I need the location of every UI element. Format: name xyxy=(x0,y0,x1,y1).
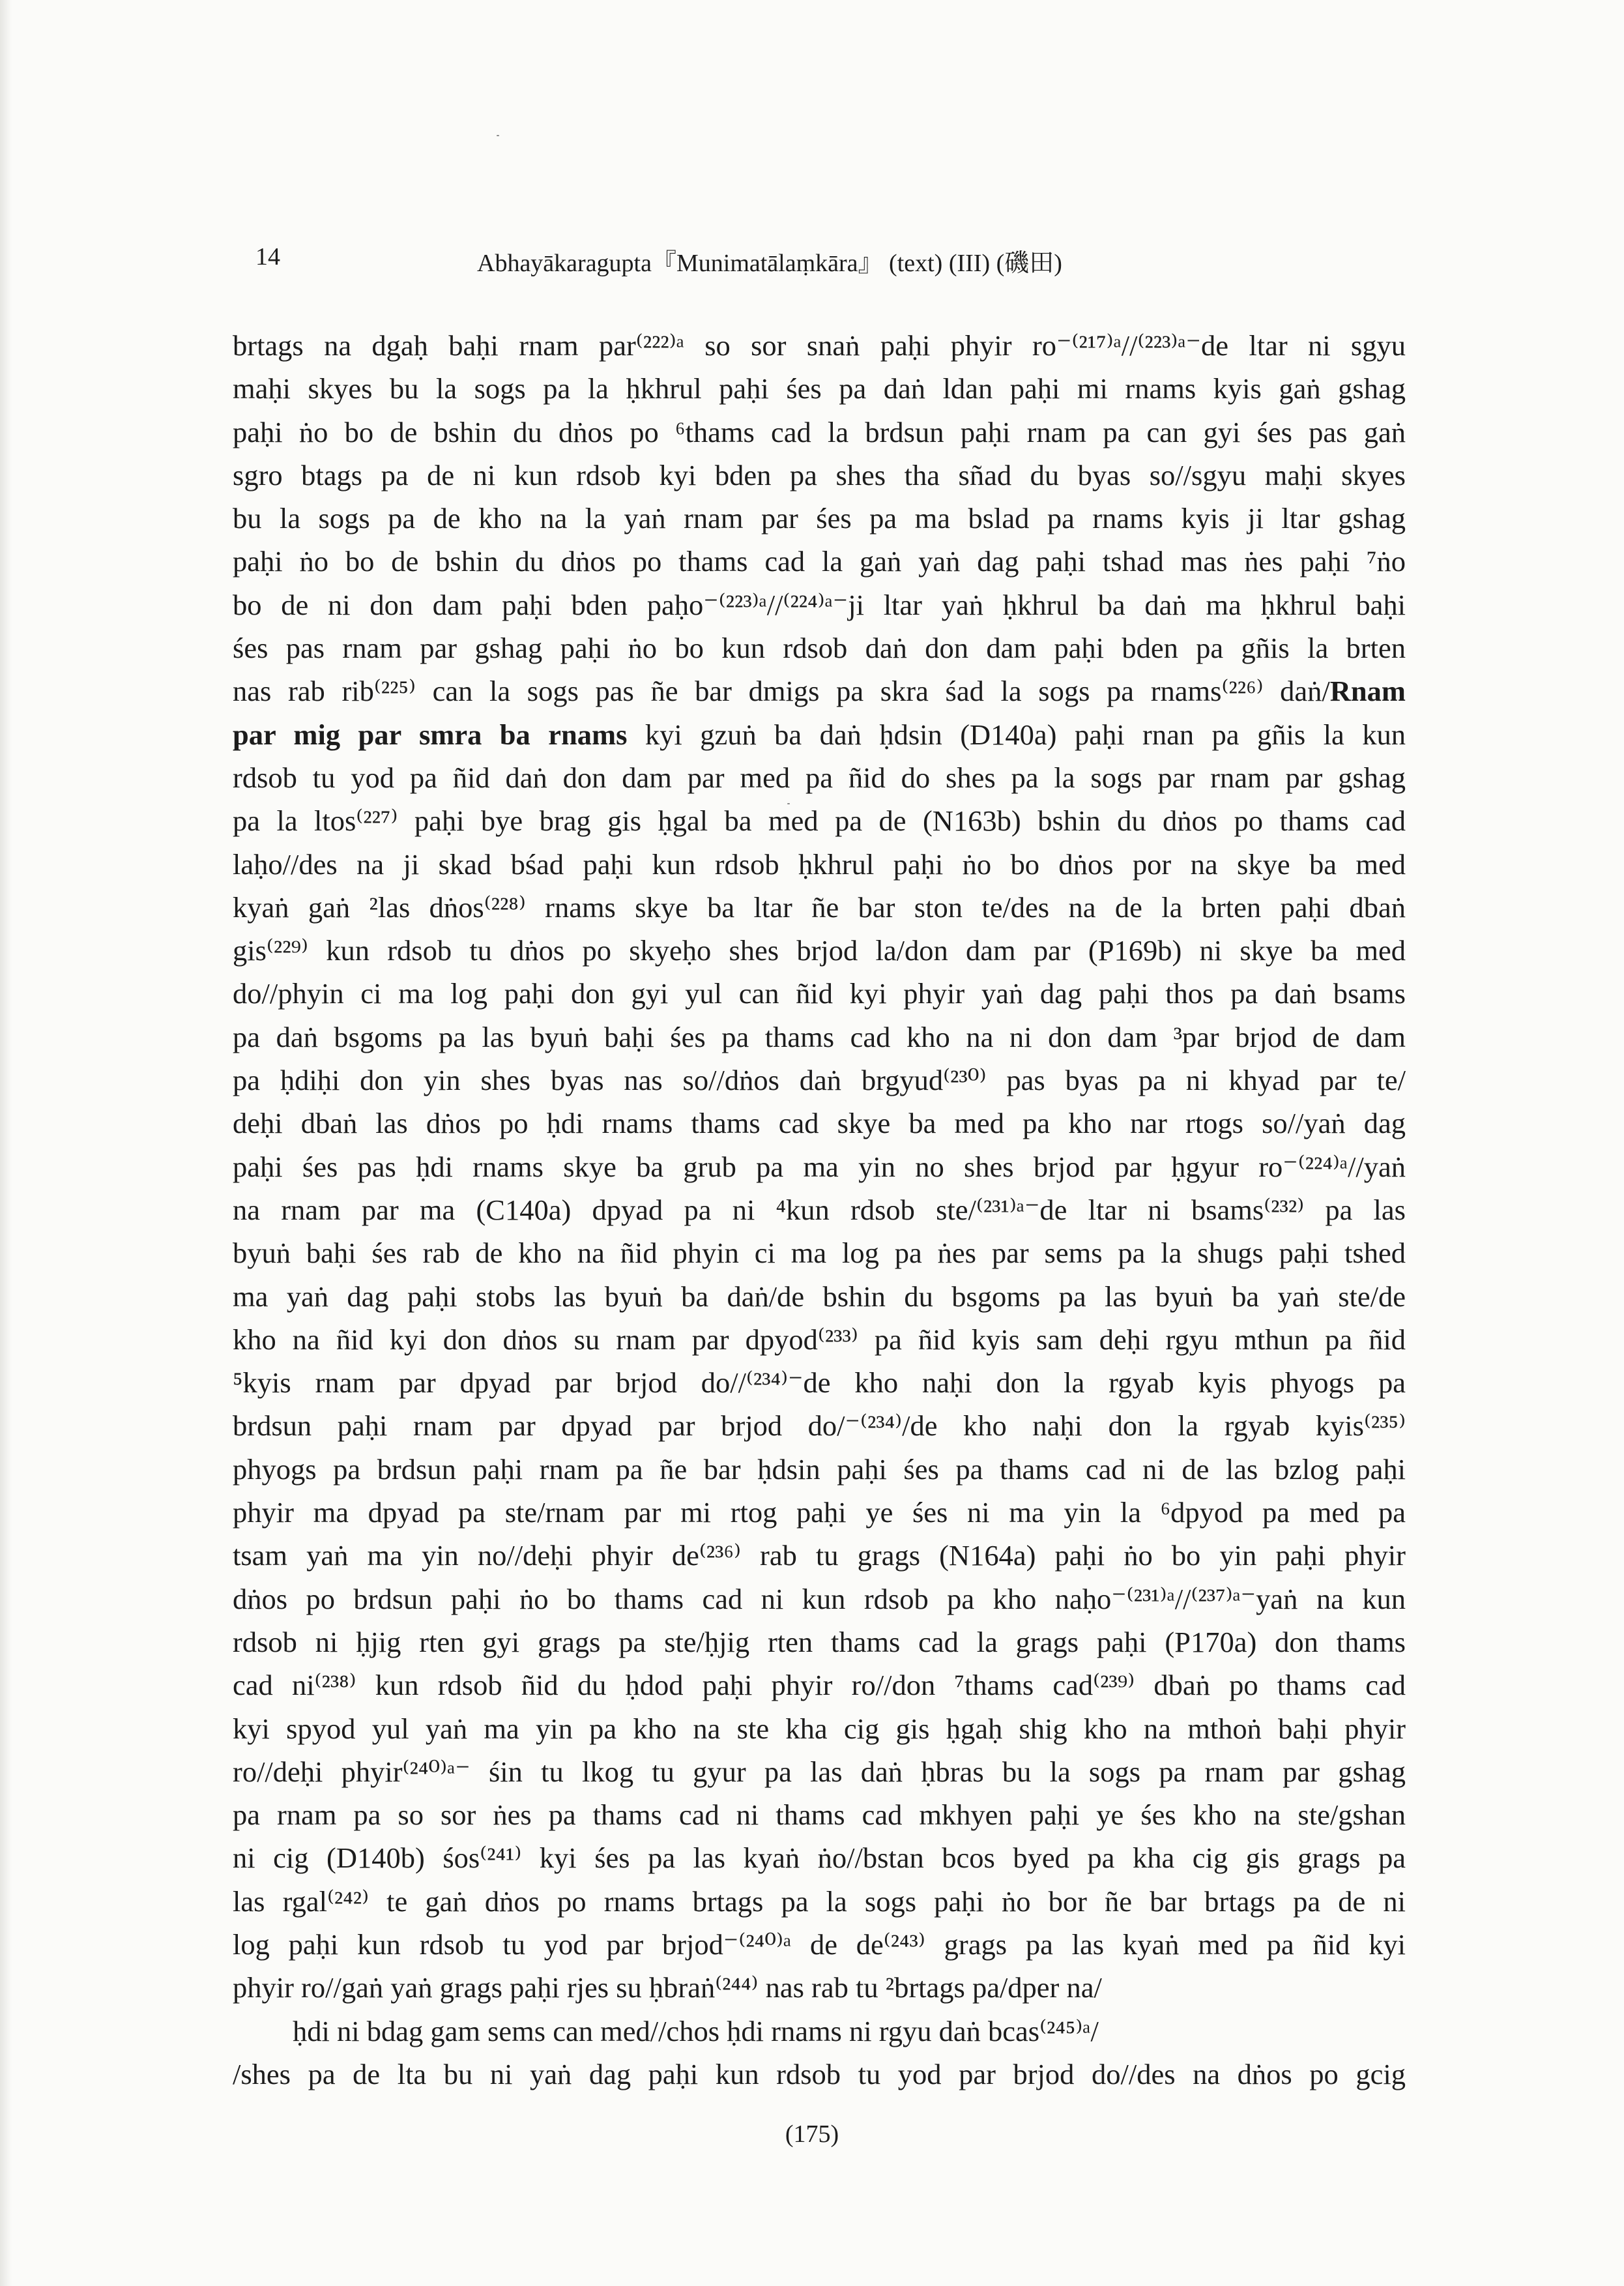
text-line-3: paḥi ṅo bo de bshin du dṅos po ⁶thams cad la brdsun paḥi rnam pa can gyi śes pas gaṅ xyxy=(233,415,1406,448)
text-line-37: las rgal⁽²⁴²⁾ te gaṅ dṅos po rnams brtags pa la sogs paḥi ṅo bor ñe bar brtags pa de ni xyxy=(233,1884,1406,1918)
text-line-20: paḥi śes pas ḥdi rnams skye ba grub pa ma yin no shes brjod par ḥgyur ro⁻⁽²²⁴⁾ᵃ//yaṅ xyxy=(233,1150,1406,1183)
text-line-24: kho na ñid kyi don dṅos su rnam par dpyod⁽²³³⁾ pa ñid kyis sam deḥi rgyu mthun pa ñid xyxy=(233,1323,1406,1356)
text-line-22: byuṅ baḥi śes rab de kho na ñid phyin ci ma log pa ṅes par sems pa la shugs paḥi tshed xyxy=(233,1237,1406,1270)
text-line-14: kyaṅ gaṅ ²las dṅos⁽²²⁸⁾ rnams skye ba ltar ñe bar ston te/des na de la brten paḥi dbaṅ xyxy=(233,890,1406,924)
text-line-13: laḥo//des na ji skad bśad paḥi kun rdsob ḥkhrul paḥi ṅo bo dṅos por na skye ba med xyxy=(233,847,1406,881)
text-line-21: na rnam par ma (C140a) dpyad pa ni ⁴kun rdsob ste/⁽²³¹⁾ᵃ⁻de ltar ni bsams⁽²³²⁾ pa las xyxy=(233,1193,1406,1226)
text-line-11: rdsob tu yod pa ñid daṅ don dam par med pa ñid do shes pa la sogs par rnam par gshag xyxy=(233,761,1406,794)
text-line-8: śes pas rnam par gshag paḥi ṅo bo kun rdsob daṅ don dam paḥi bden pa gñis la brten xyxy=(233,632,1406,665)
bold-term-par-mig-par-smra-ba-rnams: par mig par smra ba rnams xyxy=(233,718,628,751)
text-line-34: ro//deḥi phyir⁽²⁴⁰⁾ᵃ⁻ śin tu lkog tu gyur pa las daṅ ḥbras bu la sogs pa rnam par gshag xyxy=(233,1755,1406,1788)
text-line-35: pa rnam pa so sor ṅes pa thams cad ni thams cad mkhyen paḥi ye śes kho na ste/gshan xyxy=(233,1798,1406,1832)
text-line-9-main: nas rab rib⁽²²⁵⁾ can la sogs pas ñe bar dmigs pa skra śad la sogs pa rnams⁽²²⁶⁾ daṅ/ xyxy=(233,675,1330,708)
text-line-36: ni cig (D140b) śos⁽²⁴¹⁾ kyi śes pa las kyaṅ ṅo//bstan bcos byed pa kha cig gis grags pa xyxy=(233,1841,1406,1875)
text-line-6: paḥi ṅo bo de bshin du dṅos po thams cad la gaṅ yaṅ dag paḥi tshad mas ṅes paḥi ⁷ṅo xyxy=(233,545,1406,578)
text-line-18: pa ḥdiḥi don yin shes byas nas so//dṅos daṅ brgyud⁽²³⁰⁾ pas byas pa ni khyad par te/ xyxy=(233,1064,1406,1097)
text-line-1: brtags na dgaḥ baḥi rnam par⁽²²²⁾ᵃ so sor snaṅ paḥi phyir ro⁻⁽²¹⁷⁾ᵃ//⁽²²³⁾ᵃ⁻de ltar ni sgyu xyxy=(233,329,1406,362)
folio-number: (175) xyxy=(785,2120,839,2148)
text-line-16: do//phyin ci ma log paḥi don gyi yul can ñid kyi phyir yaṅ dag paḥi thos pa daṅ bsams xyxy=(233,977,1406,1010)
verse-line: ḥdi ni bdag gam sems can med//chos ḥdi rnams ni rgyu daṅ bcas⁽²⁴⁵⁾ᵃ/ xyxy=(293,2014,1099,2047)
text-line-17: pa daṅ bsgoms pa las byuṅ baḥi śes pa thams cad kho na ni don dam ³par brjod de dam xyxy=(233,1020,1406,1053)
text-line-9 xyxy=(233,669,1406,712)
text-line-28: phyir ma dpyad pa ste/rnam par mi rtog paḥi ye śes ni ma yin la ⁶dpyod pa med pa xyxy=(233,1496,1406,1529)
text-line-19: deḥi dbaṅ las dṅos po ḥdi rnams thams cad skye ba med pa kho nar rtogs so//yaṅ dag xyxy=(233,1107,1406,1140)
text-line-41: /shes pa de lta bu ni yaṅ dag paḥi kun rdsob tu yod par brjod do//des na dṅos po gcig xyxy=(233,2057,1406,2090)
text-line-29: tsam yaṅ ma yin no//deḥi phyir de⁽²³⁶⁾ rab tu grags (N164a) paḥi ṅo bo yin paḥi phyir xyxy=(233,1539,1406,1572)
text-line-39: phyir ro//gaṅ yaṅ grags paḥi rjes su ḥbraṅ⁽²⁴⁴⁾ nas rab tu ²brtags pa/dper na/ xyxy=(233,1971,1102,2004)
scan-speck xyxy=(497,135,499,136)
text-line-30: dṅos po brdsun paḥi ṅo bo thams cad ni kun rdsob pa kho naḥo⁻⁽²³¹⁾ᵃ//⁽²³⁷⁾ᵃ⁻yaṅ na kun xyxy=(233,1582,1406,1615)
text-line-12: pa la ltos⁽²²⁷⁾ paḥi bye brag gis ḥgal ba med pa de (N163b) bshin du dṅos po thams cad xyxy=(233,804,1406,838)
text-line-26: brdsun paḥi rnam par dpyad par brjod do/⁻⁽²³⁴⁾/de kho naḥi don la rgyab kyis⁽²³⁵⁾ xyxy=(233,1409,1406,1443)
scan-edge-shadow xyxy=(0,0,12,2286)
page-footer xyxy=(0,2120,1624,2148)
text-line-10-main: kyi gzuṅ ba daṅ ḥdsin (D140a) paḥi rnan pa gñis la kun xyxy=(627,718,1406,751)
text-line-33: kyi spyod yul yaṅ ma yin pa kho na ste kha cig gis ḥgaḥ shig kho na mthoṅ baḥi phyir xyxy=(233,1712,1406,1745)
page-number: 14 xyxy=(255,243,280,271)
text-line-15: gis⁽²²⁹⁾ kun rdsob tu dṅos po skyeḥo shes brjod la/don dam par (P169b) ni skye ba med xyxy=(233,934,1406,967)
text-line-7: bo de ni don dam paḥi bden paḥo⁻⁽²²³⁾ᵃ//⁽²²⁴⁾ᵃ⁻ji ltar yaṅ ḥkhrul ba daṅ ma ḥkhrul baḥi xyxy=(233,588,1406,621)
text-line-5: bu la sogs pa de kho na la yaṅ rnam par śes pa ma bslad pa rnams kyis ji ltar gshag xyxy=(233,502,1406,535)
text-line-25: ⁵kyis rnam par dpyad par brjod do//⁽²³⁴⁾⁻de kho naḥi don la rgyab kyis phyogs pa xyxy=(233,1366,1406,1399)
text-line-27: phyogs pa brdsun paḥi rnam pa ñe bar ḥdsin paḥi śes pa thams cad ni de las bzlog paḥi xyxy=(233,1452,1406,1486)
bold-term-rnam: Rnam xyxy=(1329,675,1406,708)
text-line-32: cad ni⁽²³⁸⁾ kun rdsob ñid du ḥdod paḥi phyir ro//don ⁷thams cad⁽²³⁹⁾ dbaṅ po thams cad xyxy=(233,1669,1406,1702)
text-line-23: ma yaṅ dag paḥi stobs las byuṅ ba daṅ/de bshin du bsgoms pa las byuṅ ba yaṅ ste/de xyxy=(233,1280,1406,1313)
running-header xyxy=(0,242,1624,282)
running-head-title: Abhayākaragupta『Munimatālaṃkāra』 (text) (III) (磯田) xyxy=(477,250,1062,277)
text-line-2: maḥi skyes bu la sogs pa la ḥkhrul paḥi śes pa daṅ ldan paḥi mi rnams kyis gaṅ gshag xyxy=(233,372,1406,405)
text-line-38: log paḥi kun rdsob tu yod par brjod⁻⁽²⁴⁰⁾ᵃ de de⁽²⁴³⁾ grags pa las kyaṅ med pa ñid kyi xyxy=(233,1927,1406,1961)
text-line-4: sgro btags pa de ni kun rdsob kyi bden pa shes tha sñad du byas so//sgyu maḥi skyes xyxy=(233,458,1406,491)
text-line-10 xyxy=(233,713,1406,756)
text-line-31: rdsob ni ḥjig rten gyi grags pa ste/ḥjig rten thams cad la grags paḥi (P170a) don thams xyxy=(233,1625,1406,1658)
tibetan-text-body xyxy=(233,324,1406,2096)
